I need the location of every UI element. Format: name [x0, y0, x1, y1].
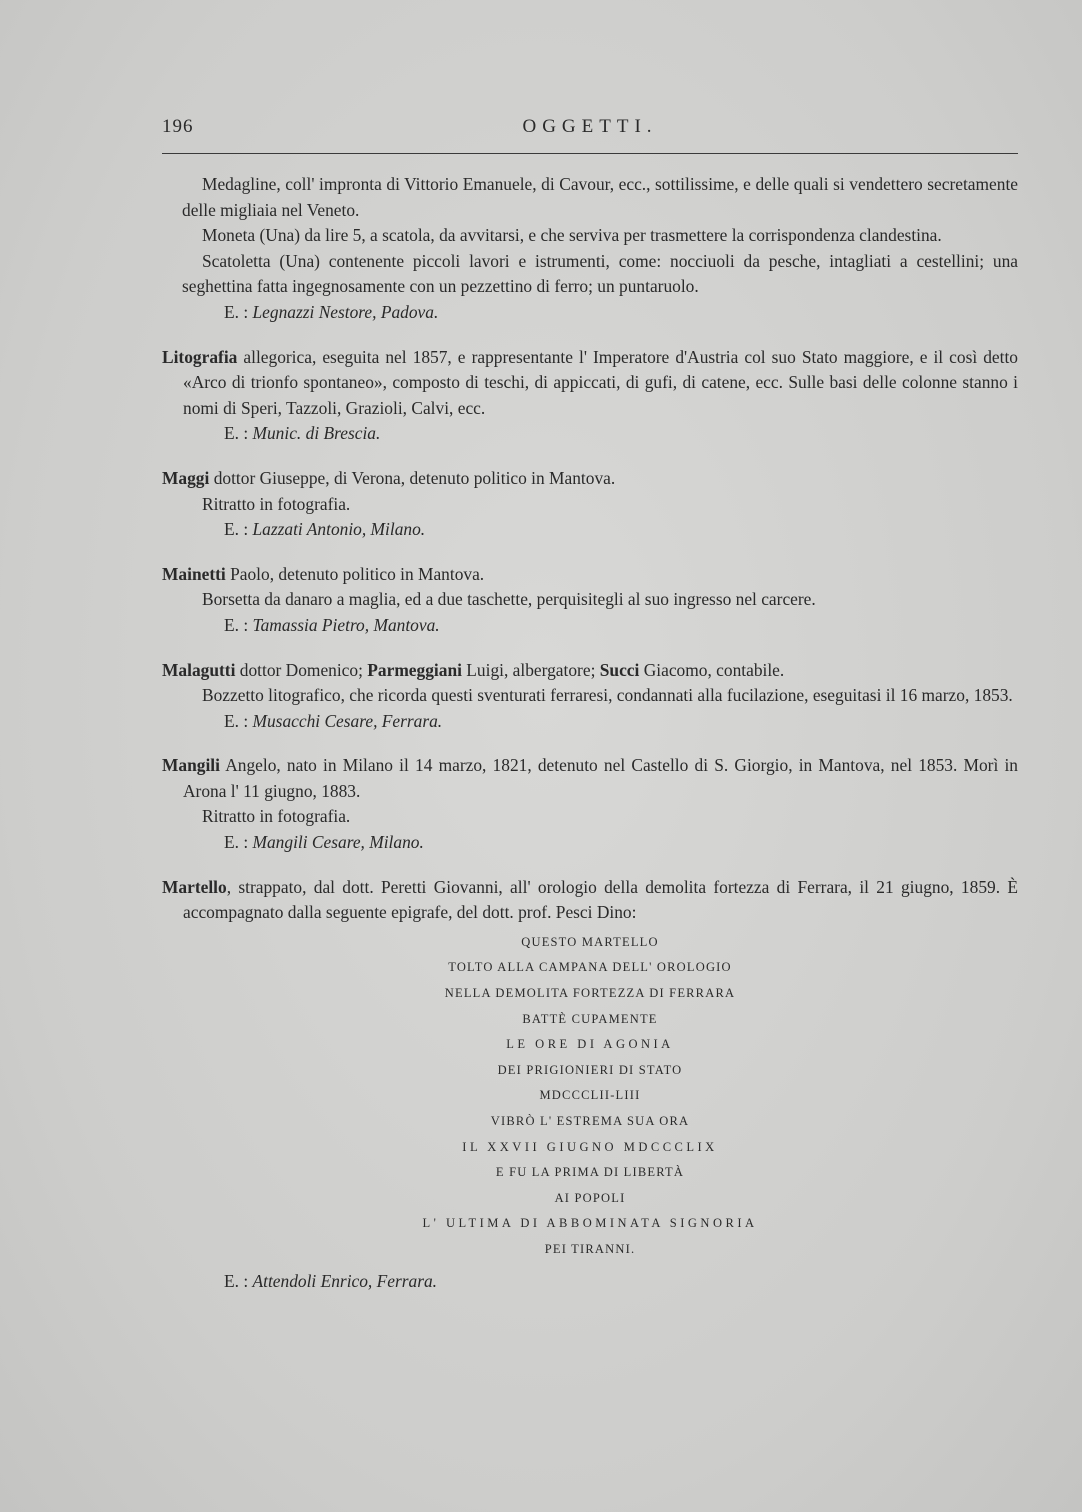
epigraph-line: BATTÈ CUPAMENTE — [522, 1011, 658, 1026]
epigraph-line: PEI TIRANNI. — [544, 1241, 636, 1256]
entry-litografia-source: E. : Munic. di Brescia. — [224, 423, 381, 444]
entry-mainetti-description: Borsetta da danaro a maglia, ed a due taschette, perquisitegli al suo ingresso nel carcere. — [202, 589, 816, 610]
entry-martello: Martello, strappato, dal dott. Peretti Giovanni, all' orologio della demolita fortezza di Ferrara, il 21 giugno, 1859. È accompagnato dalla seguente epigrafe, del dott. prof. Pesci Dino: — [162, 876, 1018, 923]
epigraph-line: L' ULTIMA DI ABBOMINATA SIGNORIA — [422, 1216, 758, 1231]
entry-maggi-description: Ritratto in fotografia. — [202, 493, 351, 514]
entry-mainetti-source: E. : Tamassia Pietro, Mantova. — [224, 614, 440, 635]
epigraph — [162, 930, 1018, 1263]
epigraph-line: VIBRÒ L' ESTREMA SUA ORA — [490, 1114, 690, 1128]
epigraph-line: AI POPOLI — [554, 1190, 626, 1205]
entry-name: Mangili — [162, 755, 220, 776]
entry-name: Succi — [599, 659, 640, 680]
entry-malagutti-description: Bozzetto litografico, che ricorda questi sventurati ferraresi, condannati alla fucilazione, eseguitasi il 16 marzo, 1853. — [202, 685, 1013, 706]
epigraph-line: NELLA DEMOLITA FORTEZZA DI FERRARA — [444, 986, 736, 1001]
intro-paragraph-medagline: Medagline, coll' impronta di Vittorio Emanuele, di Cavour, ecc., sottilissime, e delle quali si vendettero secretamente delle migliaia nel Veneto. — [182, 174, 1018, 220]
header-rule — [162, 153, 1018, 154]
epigraph-line: LE ORE DI AGONIA — [506, 1037, 674, 1052]
page-content — [162, 172, 1018, 1294]
epigraph-line: TOLTO ALLA CAMPANA DELL' OROLOGIO — [448, 960, 732, 975]
epigraph-line: E FU LA PRIMA DI LIBERTÀ — [495, 1165, 685, 1180]
entry-name: Malagutti — [162, 659, 236, 680]
entry-name: Mainetti — [162, 563, 226, 584]
running-head: OGGETTI. — [522, 116, 658, 137]
page-header — [162, 116, 1018, 146]
page-number: 196 — [162, 116, 194, 137]
epigraph-line: MDCCCLII-LIII — [539, 1088, 641, 1103]
intro-paragraph-moneta: Moneta (Una) da lire 5, a scatola, da avvitarsi, e che serviva per trasmettere la corrispondenza clandestina. — [202, 225, 942, 246]
entry-name: Maggi — [162, 467, 210, 488]
entry-mainetti: Mainetti Paolo, detenuto politico in Mantova. — [162, 563, 485, 584]
entry-mangili-source: E. : Mangili Cesare, Milano. — [224, 832, 424, 853]
epigraph-line: QUESTO MARTELLO — [521, 934, 659, 949]
entry-maggi-source: E. : Lazzati Antonio, Milano. — [224, 519, 426, 540]
entry-litografia: Litografia allegorica, eseguita nel 1857, e rappresentante l' Imperatore d'Austria col suo Stato maggiore, e il così detto «Arco di trionfo spontaneo», composto di teschi, di appiccati, di gufi, di catene, ecc. Sulle basi delle colonne stanno i nomi di Speri, Tazzoli, Grazioli, Calvi, ecc. — [162, 346, 1018, 418]
entry-malagutti: Malagutti dottor Domenico; Parmeggiani Luigi, albergatore; Succi Giacomo, contabile. — [162, 659, 785, 680]
entry-mangili-description: Ritratto in fotografia. — [202, 806, 351, 827]
entry-martello-source: E. : Attendoli Enrico, Ferrara. — [224, 1270, 438, 1291]
entry-name: Martello — [162, 876, 227, 897]
entry-name: Litografia — [162, 346, 238, 367]
epigraph-line: IL XXVII GIUGNO MDCCCLIX — [462, 1139, 718, 1154]
epigraph-line: DEI PRIGIONIERI DI STATO — [497, 1062, 683, 1077]
intro-paragraph-scatoletta: Scatoletta (Una) contenente piccoli lavori e istrumenti, come: nocciuoli da pesche, intagliati a cestellini; una seghettina fatta ingegnosamente con un pezzettino di ferro; un puntaruolo. — [182, 250, 1018, 297]
entry-mangili: Mangili Angelo, nato in Milano il 14 marzo, 1821, detenuto nel Castello di S. Giorgio, in Mantova, nel 1853. Morì in Arona l' 11 giugno, 1883. — [162, 755, 1018, 801]
entry-maggi: Maggi dottor Giuseppe, di Verona, detenuto politico in Mantova. — [162, 467, 616, 488]
intro-source: E. : Legnazzi Nestore, Padova. — [224, 301, 439, 322]
entry-malagutti-source: E. : Musacchi Cesare, Ferrara. — [224, 710, 443, 731]
entry-name: Parmeggiani — [367, 659, 462, 680]
